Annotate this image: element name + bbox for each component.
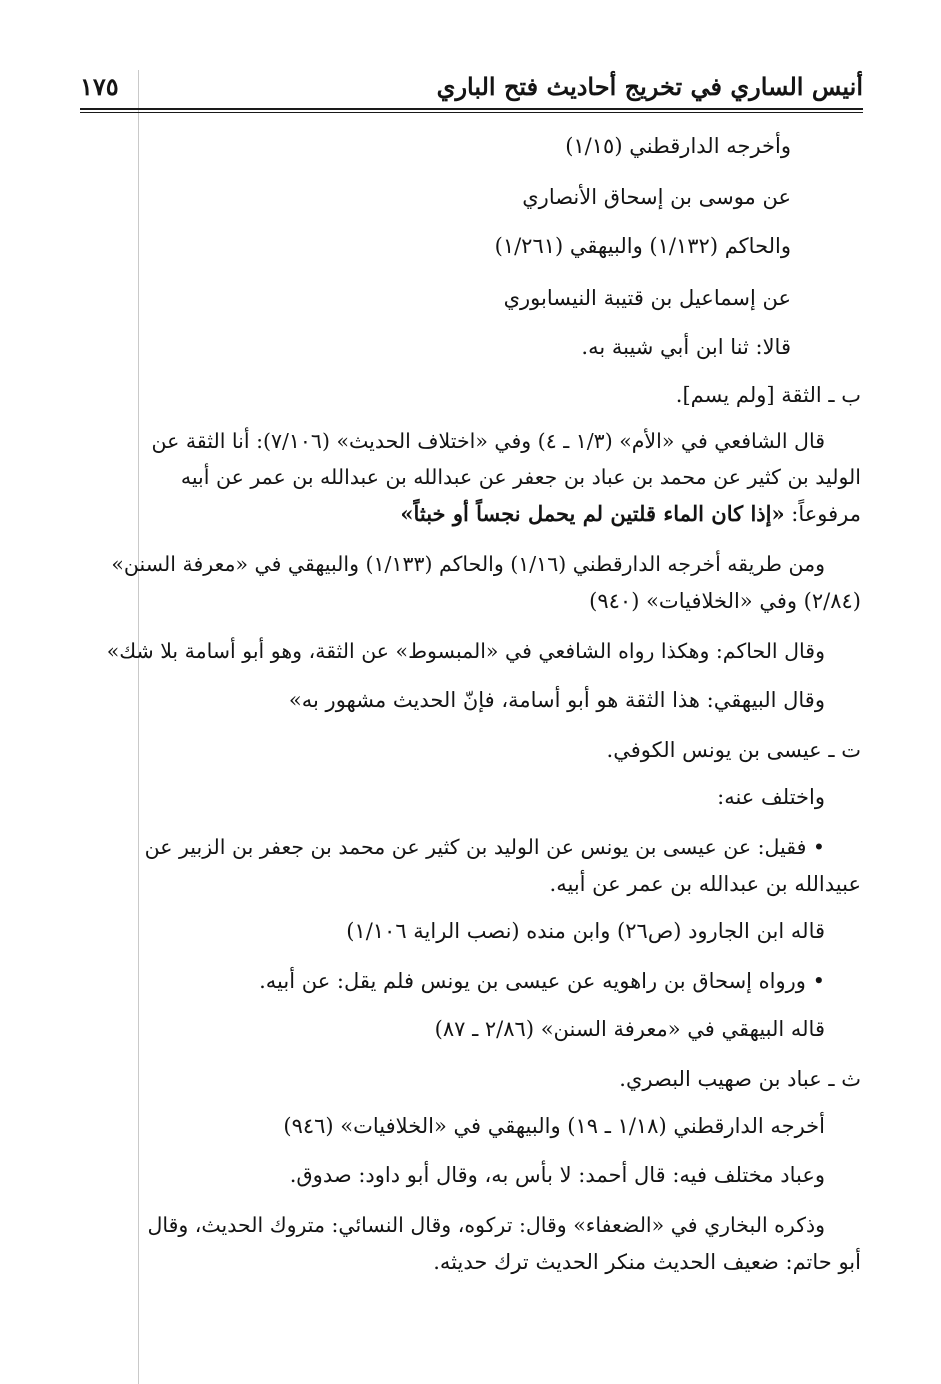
text-line [400,499,861,529]
book-title: أنيس الساري في تخريج أحاديث فتح الباري [436,72,863,101]
bullet-line: • ورواه إسحاق بن راهويه عن عيسى بن يونس فلم يقل: عن أبيه. [259,969,825,993]
text-line: وذكره البخاري في «الضعفاء» وقال: تركوه، وقال النسائي: متروك الحديث، وقال [147,1213,825,1237]
text-line: الوليد بن كثير عن محمد بن عباد بن جعفر عن عبدالله بن عبدالله بن عمر عن أبيه [180,465,861,489]
text-line: عن إسماعيل بن قتيبة النيسابوري [503,286,791,310]
text-line: وأخرجه الدارقطني (١/١٥) [565,134,791,158]
text-line: أبو حاتم: ضعيف الحديث منكر الحديث ترك حديثه. [433,1250,861,1274]
header-rule [80,108,863,113]
page-number: ١٧٥ [80,72,119,101]
text-line: أخرجه الدارقطني (١/١٨ ـ ١٩) والبيهقي في «الخلافيات» (٩٤٦) [283,1114,825,1138]
scan-fold-line [138,70,139,1384]
text-line: (٢/٨٤) وفي «الخلافيات» (٩٤٠) [589,589,861,613]
hadith-quote: «إذا كان الماء قلتين لم يحمل نجساً أو خبثاً» [400,501,785,526]
section-heading: ت ـ عيسى بن يونس الكوفي. [606,738,861,762]
text-line: ومن طريقه أخرجه الدارقطني (١/١٦) والحاكم (١/١٣٣) والبيهقي في «معرفة السنن» [111,552,825,576]
text-line: والحاكم (١/١٣٢) والبيهقي (١/٢٦١) [494,234,791,258]
text-line: عن موسى بن إسحاق الأنصاري [522,185,791,209]
bullet-line: • فقيل: عن عيسى بن يونس عن الوليد بن كثير عن محمد بن جعفر بن الزبير عن [144,835,825,859]
text-line: وقال الحاكم: وهكذا رواه الشافعي في «المبسوط» عن الثقة، وهو أبو أسامة بلا شك» [106,639,825,663]
page-header [80,68,863,108]
text-run: مرفوعاً: [784,502,861,526]
text-line: وقال البيهقي: هذا الثقة هو أبو أسامة، فإنّ الحديث مشهور به» [288,688,825,712]
section-heading: ث ـ عباد بن صهيب البصري. [619,1067,861,1091]
text-line: قاله ابن الجارود (ص٢٦) وابن منده (نصب الراية ١/١٠٦) [346,919,825,943]
text-line: واختلف عنه: [717,785,825,809]
section-heading: ب ـ الثقة [ولم يسم]. [675,383,861,407]
text-line: قال الشافعي في «الأم» (١/٣ ـ ٤) وفي «اختلاف الحديث» (٧/١٠٦): أنا الثقة عن [151,429,825,453]
text-line: وعباد مختلف فيه: قال أحمد: لا بأس به، وقال أبو داود: صدوق. [289,1163,825,1187]
text-line: قالا: ثنا ابن أبي شيبة به. [581,335,791,359]
text-line: قاله البيهقي في «معرفة السنن» (٢/٨٦ ـ ٨٧) [434,1017,825,1041]
text-line: عبيدالله بن عبدالله بن عمر عن أبيه. [549,872,861,896]
